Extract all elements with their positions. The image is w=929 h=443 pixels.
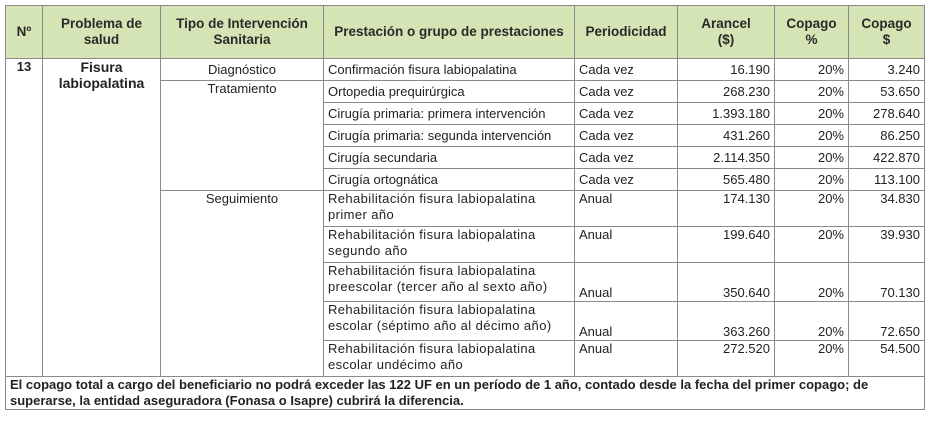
copago-pct: 20% — [775, 191, 849, 227]
copago-pct: 20% — [775, 302, 849, 341]
copago-amt: 72.650 — [849, 302, 925, 341]
copago-table — [5, 5, 925, 410]
copago-pct: 20% — [775, 169, 849, 191]
periodicidad: Cada vez — [575, 169, 678, 191]
arancel: 431.260 — [678, 125, 775, 147]
problema-salud: Fisura labiopalatina — [43, 59, 161, 377]
row-number: 13 — [6, 59, 43, 377]
prestacion: Confirmación fisura labiopalatina — [324, 59, 575, 81]
copago-pct: 20% — [775, 263, 849, 302]
copago-amt: 39.930 — [849, 227, 925, 263]
periodicidad: Anual — [575, 191, 678, 227]
col-header-prestacion: Prestación o grupo de prestaciones — [324, 6, 575, 59]
arancel: 268.230 — [678, 81, 775, 103]
arancel: 174.130 — [678, 191, 775, 227]
copago-pct: 20% — [775, 341, 849, 377]
copago-pct: 20% — [775, 227, 849, 263]
periodicidad: Anual — [575, 302, 678, 341]
arancel: 16.190 — [678, 59, 775, 81]
prestacion: Rehabilitación fisura labiopalatina segundo año — [324, 227, 575, 263]
col-header-problema: Problema de salud — [43, 6, 161, 59]
periodicidad: Cada vez — [575, 81, 678, 103]
prestacion: Cirugía primaria: segunda intervención — [324, 125, 575, 147]
arancel: 1.393.180 — [678, 103, 775, 125]
copago-amt: 70.130 — [849, 263, 925, 302]
prestacion: Rehabilitación fisura labiopalatina primer año — [324, 191, 575, 227]
copago-amt: 3.240 — [849, 59, 925, 81]
prestacion: Cirugía primaria: primera intervención — [324, 103, 575, 125]
periodicidad: Anual — [575, 227, 678, 263]
prestacion: Ortopedia prequirúrgica — [324, 81, 575, 103]
arancel: 363.260 — [678, 302, 775, 341]
periodicidad: Anual — [575, 341, 678, 377]
copago-amt: 86.250 — [849, 125, 925, 147]
prestacion: Cirugía secundaria — [324, 147, 575, 169]
tipo-seguimiento: Seguimiento — [161, 191, 324, 377]
arancel: 350.640 — [678, 263, 775, 302]
header-row — [6, 6, 925, 59]
copago-pct: 20% — [775, 103, 849, 125]
copago-pct: 20% — [775, 59, 849, 81]
table-row — [6, 59, 925, 81]
note-row — [6, 377, 925, 410]
periodicidad: Cada vez — [575, 59, 678, 81]
prestacion: Cirugía ortognática — [324, 169, 575, 191]
periodicidad: Cada vez — [575, 125, 678, 147]
copago-amt: 278.640 — [849, 103, 925, 125]
prestacion: Rehabilitación fisura labiopalatina preescolar (tercer año al sexto año) — [324, 263, 575, 302]
tipo-tratamiento: Tratamiento — [161, 81, 324, 191]
periodicidad: Cada vez — [575, 147, 678, 169]
copago-pct: 20% — [775, 81, 849, 103]
arancel: 565.480 — [678, 169, 775, 191]
copago-amt: 113.100 — [849, 169, 925, 191]
copago-amt: 53.650 — [849, 81, 925, 103]
copago-limit-note: El copago total a cargo del beneficiario no podrá exceder las 122 UF en un período de 1 año, contado desde la fecha del primer copago; de superarse, la entidad aseguradora (Fonasa o Isapre) cubrirá la diferencia. — [6, 377, 925, 410]
arancel: 272.520 — [678, 341, 775, 377]
periodicidad: Anual — [575, 263, 678, 302]
col-header-periodicidad: Periodicidad — [575, 6, 678, 59]
copago-amt: 54.500 — [849, 341, 925, 377]
tipo-diagnostico: Diagnóstico — [161, 59, 324, 81]
col-header-copago-pct: Copago % — [775, 6, 849, 59]
arancel: 2.114.350 — [678, 147, 775, 169]
copago-amt: 34.830 — [849, 191, 925, 227]
col-header-arancel: Arancel ($) — [678, 6, 775, 59]
prestacion: Rehabilitación fisura labiopalatina escolar undécimo año — [324, 341, 575, 377]
periodicidad: Cada vez — [575, 103, 678, 125]
copago-amt: 422.870 — [849, 147, 925, 169]
col-header-n: Nº — [6, 6, 43, 59]
col-header-tipo: Tipo de Intervención Sanitaria — [161, 6, 324, 59]
arancel: 199.640 — [678, 227, 775, 263]
copago-pct: 20% — [775, 147, 849, 169]
col-header-copago-amt: Copago $ — [849, 6, 925, 59]
copago-pct: 20% — [775, 125, 849, 147]
prestacion: Rehabilitación fisura labiopalatina escolar (séptimo año al décimo año) — [324, 302, 575, 341]
